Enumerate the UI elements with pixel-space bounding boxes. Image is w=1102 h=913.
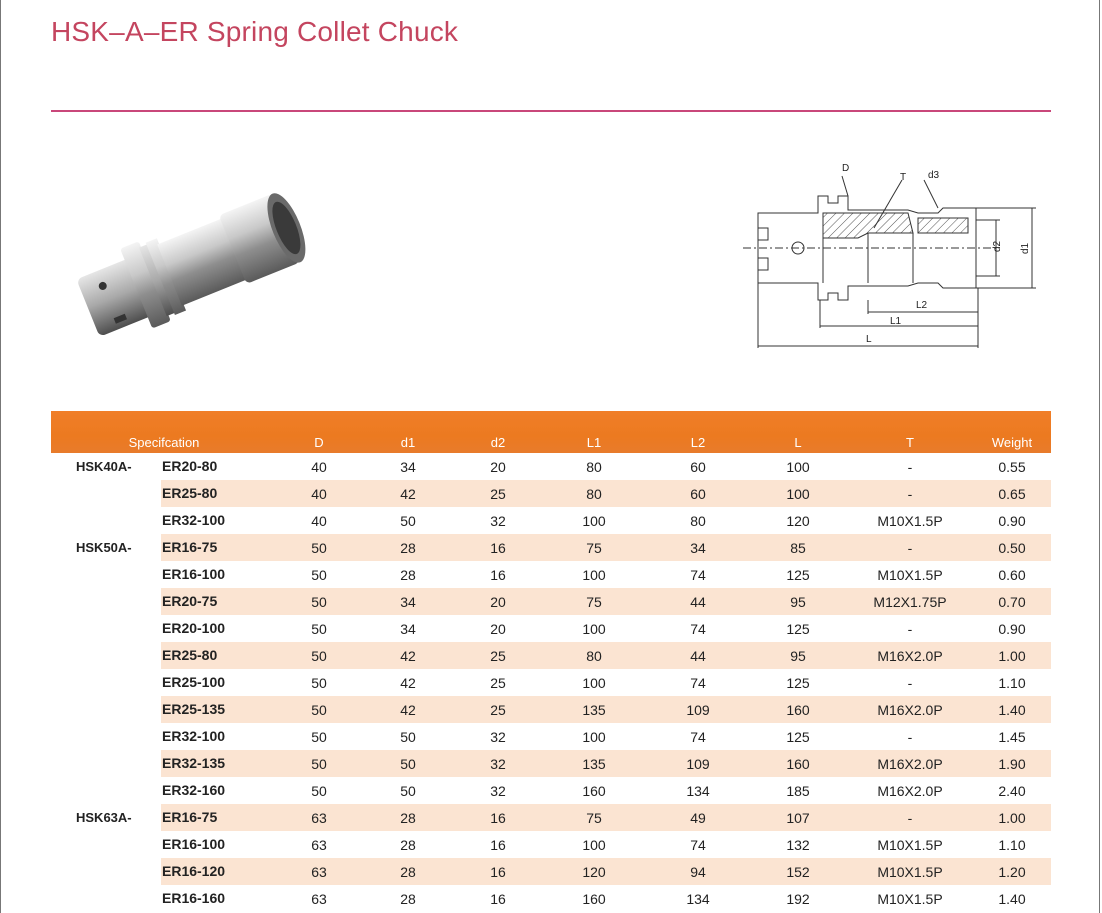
cell-l: 125 bbox=[786, 729, 810, 745]
cell-d: 63 bbox=[311, 891, 327, 907]
spec-cell: ER32-100 bbox=[162, 512, 226, 528]
cell-l: 120 bbox=[786, 513, 810, 529]
cell-l1: 75 bbox=[586, 810, 602, 826]
table-row bbox=[51, 534, 1051, 561]
cell-l: 185 bbox=[786, 783, 810, 799]
cell-d2: 16 bbox=[490, 837, 506, 853]
cell-l2: 74 bbox=[690, 567, 706, 583]
cell-d1: 50 bbox=[400, 513, 416, 529]
cell-l: 100 bbox=[786, 459, 810, 475]
cell-l1: 75 bbox=[586, 594, 602, 610]
cell-l: 125 bbox=[786, 675, 810, 691]
cell-d2: 16 bbox=[490, 810, 506, 826]
table-row bbox=[51, 669, 1051, 696]
dim-label-T: T bbox=[900, 172, 907, 183]
spec-cell: ER32-100 bbox=[162, 728, 226, 744]
cell-d1: 28 bbox=[400, 540, 416, 556]
cell-d1: 28 bbox=[400, 864, 416, 880]
cell-d: 63 bbox=[311, 837, 327, 853]
cell-t: M16X2.0P bbox=[877, 783, 943, 799]
collet-chuck-photo bbox=[70, 170, 330, 350]
cell-d1: 50 bbox=[400, 756, 416, 772]
header-specification: Specifcation bbox=[128, 435, 200, 450]
cell-d1: 34 bbox=[400, 621, 416, 637]
cell-l2: 134 bbox=[686, 891, 710, 907]
spec-cell: ER25-80 bbox=[162, 485, 218, 501]
cell-l2: 60 bbox=[690, 459, 706, 475]
cell-d: 63 bbox=[311, 864, 327, 880]
spec-cell: ER16-75 bbox=[162, 809, 218, 825]
cell-l2: 74 bbox=[690, 729, 706, 745]
cell-l1: 135 bbox=[582, 702, 606, 718]
cell-w: 0.65 bbox=[998, 486, 1026, 502]
spec-table bbox=[51, 411, 1051, 912]
cell-l1: 100 bbox=[582, 837, 606, 853]
spec-cell: ER16-120 bbox=[162, 863, 226, 879]
cell-t: M16X2.0P bbox=[877, 648, 943, 664]
header-d1: d1 bbox=[400, 435, 416, 450]
cell-d2: 32 bbox=[490, 729, 506, 745]
cell-l1: 135 bbox=[582, 756, 606, 772]
series-label: HSK50A- bbox=[76, 540, 132, 555]
cell-t: - bbox=[907, 729, 913, 745]
cell-t: - bbox=[907, 621, 913, 637]
cell-d1: 28 bbox=[400, 810, 416, 826]
row-band bbox=[161, 804, 1051, 831]
spec-cell: ER32-135 bbox=[162, 755, 226, 771]
cell-l2: 94 bbox=[690, 864, 706, 880]
dim-label-D: D bbox=[842, 163, 850, 174]
cell-d: 63 bbox=[311, 810, 327, 826]
series-label: HSK40A- bbox=[76, 459, 132, 474]
spec-cell: ER32-160 bbox=[162, 782, 226, 798]
cell-w: 1.90 bbox=[998, 756, 1026, 772]
table-row bbox=[51, 804, 1051, 831]
cell-d1: 50 bbox=[400, 783, 416, 799]
cell-w: 0.55 bbox=[998, 459, 1026, 475]
cell-t: - bbox=[907, 675, 913, 691]
header-L2: L2 bbox=[690, 435, 706, 450]
cell-w: 0.50 bbox=[998, 540, 1026, 556]
spec-cell: ER25-135 bbox=[162, 701, 226, 717]
dim-label-L: L bbox=[866, 334, 872, 345]
cell-d1: 28 bbox=[400, 837, 416, 853]
cell-l2: 44 bbox=[690, 594, 706, 610]
cell-l1: 100 bbox=[582, 729, 606, 745]
table-row bbox=[51, 453, 1051, 480]
cell-w: 1.20 bbox=[998, 864, 1026, 880]
table-row bbox=[51, 831, 1051, 858]
cell-d2: 25 bbox=[490, 702, 506, 718]
cell-l1: 160 bbox=[582, 783, 606, 799]
cell-d: 50 bbox=[311, 621, 327, 637]
cell-t: M16X2.0P bbox=[877, 756, 943, 772]
cell-d2: 32 bbox=[490, 513, 506, 529]
dim-label-L1: L1 bbox=[890, 316, 902, 327]
cell-t: - bbox=[907, 486, 913, 502]
table-row bbox=[51, 507, 1051, 534]
cell-d1: 34 bbox=[400, 459, 416, 475]
cell-l1: 80 bbox=[586, 486, 602, 502]
cell-d1: 42 bbox=[400, 702, 416, 718]
cell-w: 0.60 bbox=[998, 567, 1026, 583]
cell-d2: 25 bbox=[490, 486, 506, 502]
cell-d: 50 bbox=[311, 540, 327, 556]
cell-t: M12X1.75P bbox=[873, 594, 947, 610]
cell-d1: 42 bbox=[400, 675, 416, 691]
cell-l1: 80 bbox=[586, 459, 602, 475]
cell-w: 0.70 bbox=[998, 594, 1026, 610]
cell-t: - bbox=[907, 459, 913, 475]
cell-l: 132 bbox=[786, 837, 810, 853]
cell-l2: 109 bbox=[686, 702, 710, 718]
cell-d2: 25 bbox=[490, 675, 506, 691]
cell-t: M10X1.5P bbox=[877, 567, 943, 583]
cell-w: 1.10 bbox=[998, 675, 1026, 691]
spec-cell: ER16-100 bbox=[162, 566, 226, 582]
row-band bbox=[161, 480, 1051, 507]
table-row bbox=[51, 885, 1051, 912]
table-row bbox=[51, 615, 1051, 642]
spec-cell: ER16-75 bbox=[162, 539, 218, 555]
cell-l2: 49 bbox=[690, 810, 706, 826]
cell-l2: 44 bbox=[690, 648, 706, 664]
table-row bbox=[51, 561, 1051, 588]
cell-d1: 50 bbox=[400, 729, 416, 745]
spec-cell: ER16-160 bbox=[162, 890, 226, 906]
table-row bbox=[51, 480, 1051, 507]
title-divider bbox=[51, 110, 1051, 112]
cell-l2: 80 bbox=[690, 513, 706, 529]
cell-t: M10X1.5P bbox=[877, 864, 943, 880]
cell-t: - bbox=[907, 540, 913, 556]
cell-d: 50 bbox=[311, 675, 327, 691]
cell-d2: 16 bbox=[490, 864, 506, 880]
cell-d: 50 bbox=[311, 702, 327, 718]
table-row bbox=[51, 750, 1051, 777]
cell-d: 50 bbox=[311, 594, 327, 610]
header-d2: d2 bbox=[490, 435, 506, 450]
cell-w: 1.45 bbox=[998, 729, 1026, 745]
cell-l: 100 bbox=[786, 486, 810, 502]
cell-d2: 20 bbox=[490, 621, 506, 637]
page-title: HSK–A–ER Spring Collet Chuck bbox=[51, 16, 459, 47]
spec-cell: ER20-80 bbox=[162, 458, 218, 474]
cell-d: 50 bbox=[311, 567, 327, 583]
spec-cell: ER20-75 bbox=[162, 593, 218, 609]
header-L: L bbox=[794, 435, 802, 450]
header-T: T bbox=[906, 435, 914, 450]
table-header bbox=[51, 411, 1051, 453]
cell-w: 2.40 bbox=[998, 783, 1026, 799]
cell-d2: 20 bbox=[490, 459, 506, 475]
table-body bbox=[51, 453, 1051, 912]
dim-label-d3: d3 bbox=[928, 170, 940, 181]
cell-l1: 100 bbox=[582, 675, 606, 691]
cell-d2: 25 bbox=[490, 648, 506, 664]
cell-l: 107 bbox=[786, 810, 810, 826]
table-row bbox=[51, 777, 1051, 804]
cell-d2: 32 bbox=[490, 756, 506, 772]
cell-l: 160 bbox=[786, 756, 810, 772]
spec-cell: ER16-100 bbox=[162, 836, 226, 852]
table-row bbox=[51, 588, 1051, 615]
cell-l2: 34 bbox=[690, 540, 706, 556]
cell-w: 1.00 bbox=[998, 648, 1026, 664]
header-weight: Weight bbox=[991, 435, 1033, 450]
cell-l2: 134 bbox=[686, 783, 710, 799]
cell-l2: 109 bbox=[686, 756, 710, 772]
cell-d: 50 bbox=[311, 783, 327, 799]
cell-l2: 74 bbox=[690, 837, 706, 853]
header-D: D bbox=[314, 435, 324, 450]
cell-l2: 74 bbox=[690, 675, 706, 691]
dim-label-d2: d2 bbox=[992, 240, 1003, 252]
cell-d1: 42 bbox=[400, 486, 416, 502]
dim-label-d1: d1 bbox=[1020, 242, 1031, 254]
cell-l1: 160 bbox=[582, 891, 606, 907]
cell-l: 160 bbox=[786, 702, 810, 718]
cell-w: 1.00 bbox=[998, 810, 1026, 826]
cell-d: 40 bbox=[311, 486, 327, 502]
dimension-drawing bbox=[738, 158, 1068, 358]
cell-d2: 32 bbox=[490, 783, 506, 799]
cell-l: 95 bbox=[790, 594, 806, 610]
cell-l: 125 bbox=[786, 621, 810, 637]
header-L1: L1 bbox=[586, 435, 602, 450]
cell-w: 0.90 bbox=[998, 513, 1026, 529]
cell-l1: 100 bbox=[582, 621, 606, 637]
table-row bbox=[51, 696, 1051, 723]
cell-w: 1.40 bbox=[998, 702, 1026, 718]
cell-l1: 75 bbox=[586, 540, 602, 556]
cell-l: 125 bbox=[786, 567, 810, 583]
spec-cell: ER25-80 bbox=[162, 647, 218, 663]
cell-w: 1.40 bbox=[998, 891, 1026, 907]
cell-d: 40 bbox=[311, 459, 327, 475]
cell-d1: 34 bbox=[400, 594, 416, 610]
series-label: HSK63A- bbox=[76, 810, 132, 825]
cell-d: 50 bbox=[311, 756, 327, 772]
cell-d1: 28 bbox=[400, 567, 416, 583]
cell-d2: 16 bbox=[490, 567, 506, 583]
spec-cell: ER20-100 bbox=[162, 620, 226, 636]
cell-l: 85 bbox=[790, 540, 806, 556]
cell-l2: 60 bbox=[690, 486, 706, 502]
cell-t: M16X2.0P bbox=[877, 702, 943, 718]
cell-t: M10X1.5P bbox=[877, 837, 943, 853]
cell-t: - bbox=[907, 810, 913, 826]
table-row bbox=[51, 858, 1051, 885]
cell-t: M10X1.5P bbox=[877, 891, 943, 907]
cell-d1: 28 bbox=[400, 891, 416, 907]
row-band bbox=[161, 534, 1051, 561]
cell-l: 192 bbox=[786, 891, 810, 907]
cell-d: 50 bbox=[311, 729, 327, 745]
cell-d: 50 bbox=[311, 648, 327, 664]
cell-l1: 120 bbox=[582, 864, 606, 880]
cell-l2: 74 bbox=[690, 621, 706, 637]
cell-d2: 16 bbox=[490, 540, 506, 556]
cell-l: 95 bbox=[790, 648, 806, 664]
table-row bbox=[51, 723, 1051, 750]
cell-d1: 42 bbox=[400, 648, 416, 664]
cell-d2: 20 bbox=[490, 594, 506, 610]
cell-d: 40 bbox=[311, 513, 327, 529]
spec-cell: ER25-100 bbox=[162, 674, 226, 690]
cell-w: 1.10 bbox=[998, 837, 1026, 853]
table-row bbox=[51, 642, 1051, 669]
cell-d2: 16 bbox=[490, 891, 506, 907]
cell-l: 152 bbox=[786, 864, 810, 880]
cell-l1: 100 bbox=[582, 513, 606, 529]
cell-l1: 80 bbox=[586, 648, 602, 664]
cell-l1: 100 bbox=[582, 567, 606, 583]
dim-label-L2: L2 bbox=[916, 300, 928, 311]
cell-w: 0.90 bbox=[998, 621, 1026, 637]
cell-t: M10X1.5P bbox=[877, 513, 943, 529]
